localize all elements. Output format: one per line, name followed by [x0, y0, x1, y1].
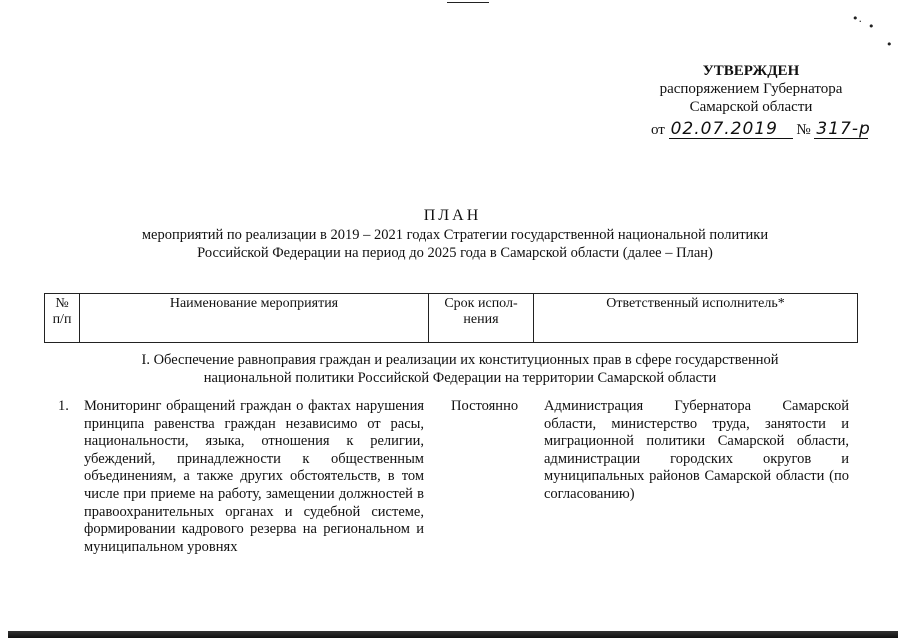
plan-subtitle [60, 226, 850, 262]
scan-mark: • [868, 20, 875, 33]
header-executor: Ответственный исполнитель* [534, 294, 858, 343]
scan-mark: •. [852, 12, 862, 25]
plan-title: ПЛАН [423, 207, 482, 224]
plan-subtitle-line-1: мероприятий по реализации в 2019 – 2021 годах Стратегии государственной национальной политики [141, 227, 769, 243]
header-num: № п/п [45, 294, 80, 343]
section-title-line-1: I. Обеспечение равноправия граждан и реализации их конституционных прав в сфере государственной [141, 352, 779, 368]
header-name: Наименование мероприятия [80, 294, 429, 343]
date-prefix: от [651, 122, 665, 138]
approval-date-line [651, 119, 871, 139]
row-activity-name: Мониторинг обращений граждан о фактах нарушения принципа равенства граждан независимо от расы, национальности, языка, отношения к религии, убеждений, принадлежности к общественным объединениям, а также других обстоятельств, в том числе при приеме на работу, замещении должностей в правоохранительных органах и судебной системе, формировании кадрового резерва на региональном и муниципальном уровнях [84, 398, 424, 555]
scan-bottom-edge [8, 631, 898, 638]
row-executor: Администрация Губернатора Самарской области, министерство труда, занятости и миграционной политики Самарской области, администрации городских округов и муниципальных районов Самарской области (по согласованию) [544, 398, 849, 502]
number-prefix: № [796, 122, 811, 138]
row-term: Постоянно [451, 398, 519, 414]
section-title-line-2: национальной политики Российской Федерации на территории Самарской области [203, 370, 717, 386]
handwritten-number: 317-р [816, 119, 871, 139]
table-header-row [45, 294, 858, 343]
scan-mark: • [886, 38, 893, 51]
row-number: 1. [58, 398, 69, 414]
section-title [80, 351, 840, 387]
handwritten-date: 02.07.2019 [669, 120, 793, 139]
approval-line-1: распоряжением Губернатора [659, 81, 843, 97]
header-term: Срок испол-нения [429, 294, 534, 343]
approval-block [640, 62, 862, 116]
approval-title: УТВЕРЖДЕН [702, 63, 800, 79]
table-header [44, 293, 858, 343]
approval-line-2: Самарской области [689, 99, 813, 115]
plan-subtitle-line-2: Российской Федерации на период до 2025 года в Самарской области (далее – План) [197, 245, 713, 261]
top-rule [447, 2, 489, 3]
